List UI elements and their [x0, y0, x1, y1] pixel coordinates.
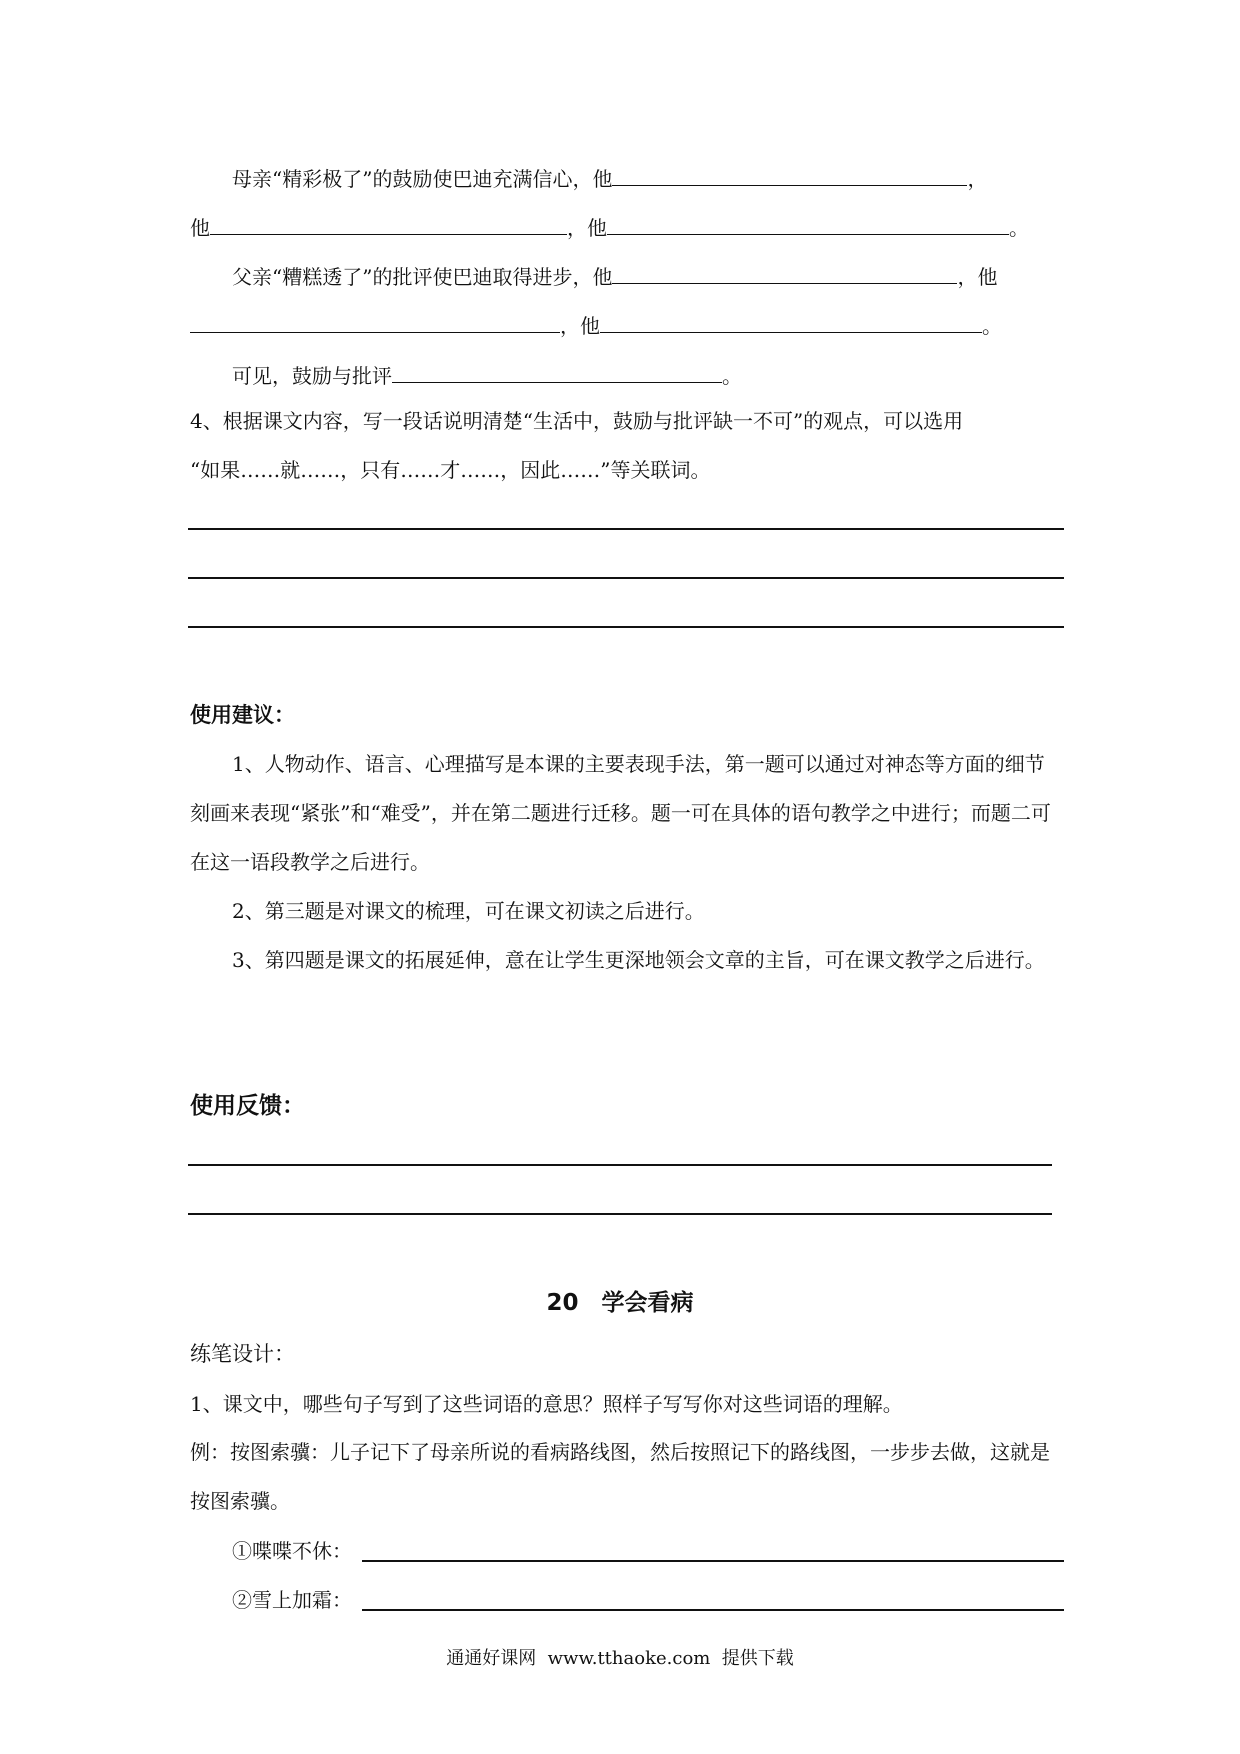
answer-line[interactable]: [362, 1560, 1064, 1562]
answer-blank[interactable]: [607, 214, 1009, 235]
period: 。: [722, 364, 742, 388]
answer-blank[interactable]: [600, 312, 982, 333]
item-1: [232, 1541, 352, 1561]
q3-conclusion: [232, 362, 742, 386]
answer-line[interactable]: [362, 1609, 1064, 1611]
item-2: [232, 1590, 352, 1610]
q3-father-line: [232, 263, 997, 287]
lesson-q1: 1、课文中，哪些句子写到了这些词语的意思？照样子写写你对这些词语的理解。: [190, 1392, 903, 1416]
period: 。: [1009, 216, 1029, 240]
answer-blank[interactable]: [612, 165, 967, 186]
suggestion-3: 3、第四题是课文的拓展延伸，意在让学生更深地领会文章的主旨，可在课文教学之后进行。: [232, 948, 1045, 972]
q4-line-1: 4、根据课文内容，写一段话说明清楚“生活中，鼓励与批评缺一不可”的观点，可以选用: [190, 409, 964, 433]
q3-father-line-2: [190, 312, 1002, 336]
answer-blank[interactable]: [190, 312, 560, 333]
writing-line[interactable]: [188, 577, 1064, 579]
comma: ，: [967, 167, 988, 191]
he-text: 他: [190, 216, 210, 240]
lesson-example: 例：按图索骥：儿子记下了母亲所说的看病路线图，然后按照记下的路线图，一步步去做，这就是按图索骥。: [190, 1440, 1050, 1513]
q3-mother-text: 母亲“精彩极了”的鼓励使巴迪充满信心，他: [232, 167, 613, 191]
q3-mother-line: [232, 165, 987, 189]
q3-father-text: 父亲“糟糕透了”的批评使巴迪取得进步，他: [232, 265, 613, 289]
answer-blank[interactable]: [612, 263, 957, 284]
lesson-title: 20 学会看病: [546, 1290, 694, 1316]
he-comma-text: ，他: [957, 265, 998, 289]
footer: 通通好课网 www.tthaoke.com 提供下载: [446, 1648, 794, 1669]
feedback-line[interactable]: [188, 1213, 1052, 1215]
feedback-heading: 使用反馈：: [190, 1093, 305, 1119]
suggestion-2: 2、第三题是对课文的梳理，可在课文初读之后进行。: [232, 899, 705, 923]
item-2-label: ②雪上加霜：: [232, 1588, 352, 1612]
design-heading: 练笔设计：: [190, 1342, 295, 1366]
writing-line[interactable]: [188, 528, 1064, 530]
he-comma-text: ，他: [560, 314, 600, 338]
answer-blank[interactable]: [392, 362, 722, 383]
q3-mother-line-2: [190, 214, 1029, 238]
suggestion-1: 1、人物动作、语言、心理描写是本课的主要表现手法，第一题可以通过对神态等方面的细节刻画来表现“紧张”和“难受”，并在第二题进行迁移。题一可在具体的语句教学之中进行；而题二可在这一语段教学之后进行。: [190, 752, 1051, 874]
feedback-line[interactable]: [188, 1164, 1052, 1166]
item-1-label: ①喋喋不休：: [232, 1539, 352, 1563]
conclusion-text: 可见，鼓励与批评: [232, 364, 392, 388]
writing-line[interactable]: [188, 626, 1064, 628]
he-comma-text: ，他: [567, 216, 607, 240]
suggestions-heading: 使用建议：: [190, 703, 295, 727]
period: 。: [982, 314, 1002, 338]
answer-blank[interactable]: [210, 214, 567, 235]
q4-line-2: “如果……就……，只有……才……，因此……”等关联词。: [190, 458, 711, 482]
